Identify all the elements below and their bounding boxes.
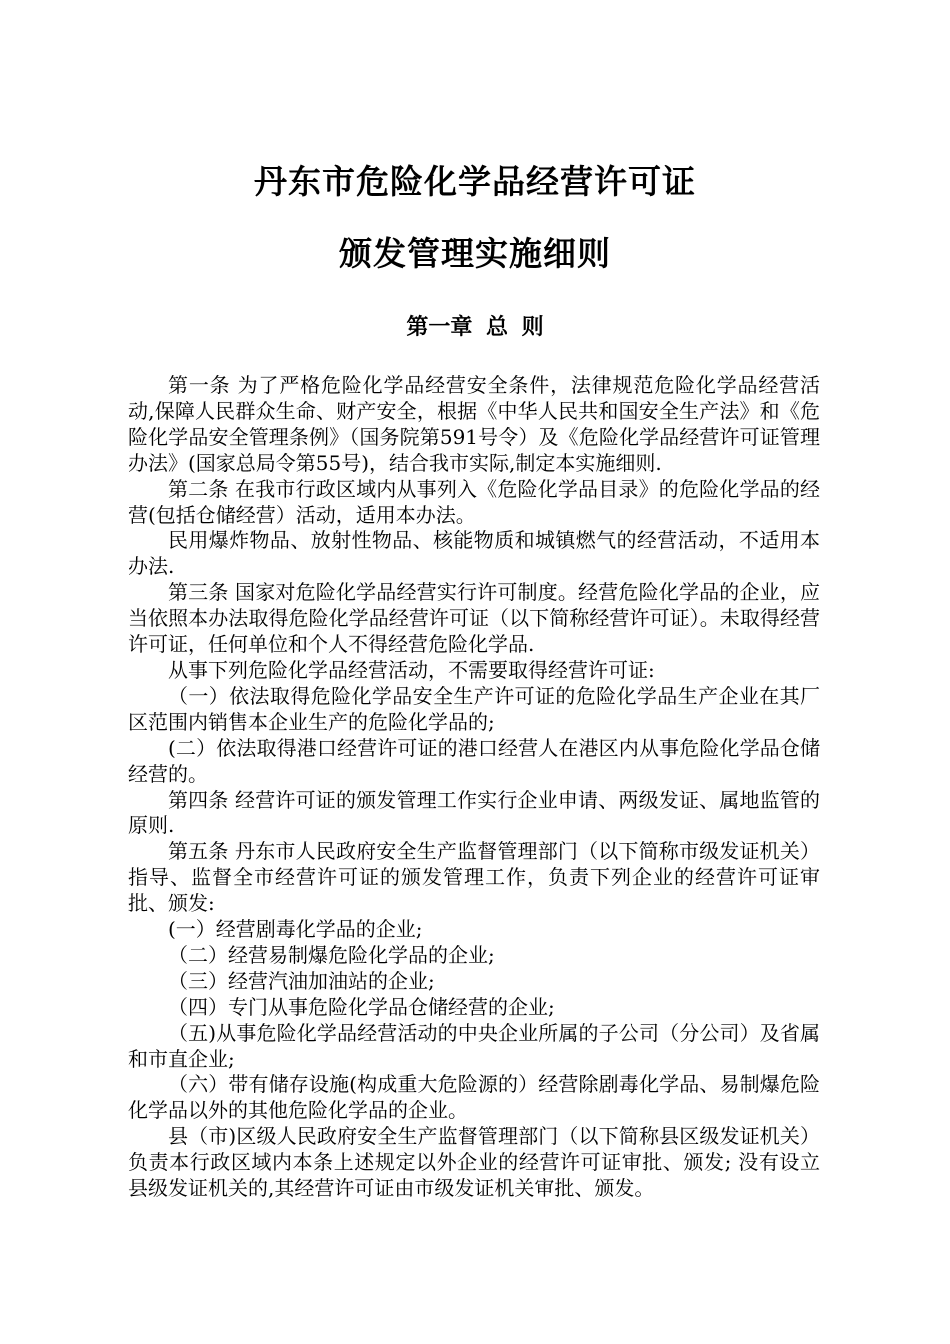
paragraph: 第二条 在我市行政区域内从事列入《危险化学品目录》的危险化学品的经营(包括仓储经营）活动，适用本办法。 [128, 476, 820, 527]
paragraph: （一）依法取得危险化学品安全生产许可证的危险化学品生产企业在其厂区范围内销售本企业生产的危险化学品的; [128, 683, 820, 734]
paragraph: （四）专门从事危险化学品仓储经营的企业; [168, 994, 555, 1019]
paragraph: 从事下列危险化学品经营活动，不需要取得经营许可证: [168, 657, 655, 682]
chapter-heading: 第一章 总 则 [406, 315, 544, 340]
paragraph: (二）依法取得港口经营许可证的港口经营人在港区内从事危险化学品仓储经营的。 [128, 735, 820, 786]
paragraph: 第三条 国家对危险化学品经营实行许可制度。经营危险化学品的企业，应当依照本办法取得危险化学品经营许可证（以下简称经营许可证）。未取得经营许可证，任何单位和个人不得经营危险化学品. [128, 580, 820, 657]
paragraph: 民用爆炸物品、放射性物品、核能物质和城镇燃气的经营活动，不适用本办法. [128, 528, 820, 579]
paragraph: （六）带有储存设施(构成重大危险源的）经营除剧毒化学品、易制爆危险化学品以外的其他危险化学品的企业。 [128, 1072, 820, 1123]
document-body [128, 373, 820, 1202]
paragraph: 第四条 经营许可证的颁发管理工作实行企业申请、两级发证、属地监管的原则. [128, 787, 820, 838]
paragraph: 第一条 为了严格危险化学品经营安全条件，法律规范危险化学品经营活动,保障人民群众生命、财产安全，根据《中华人民共和国安全生产法》和《危险化学品安全管理条例》（国务院第591号令）及《危险化学品经营许可证管理办法》(国家总局令第55号)，结合我市实际,制定本实施细则. [128, 373, 820, 475]
paragraph: （三）经营汽油加油站的企业; [168, 968, 435, 993]
paragraph: 第五条 丹东市人民政府安全生产监督管理部门（以下简称市级发证机关）指导、监督全市经营许可证的颁发管理工作，负责下列企业的经营许可证审批、颁发: [128, 839, 820, 916]
paragraph: (一）经营剧毒化学品的企业; [168, 917, 423, 942]
paragraph: 县（市)区级人民政府安全生产监督管理部门（以下简称县区级发证机关）负责本行政区域内本条上述规定以外企业的经营许可证审批、颁发; 没有设立县级发证机关的,其经营许可证由市级发证机关审批、颁发。 [128, 1124, 820, 1201]
paragraph: （二）经营易制爆危险化学品的企业; [168, 942, 495, 967]
document-title-line-2: 颁发管理实施细则 [339, 234, 611, 273]
document-title-line-1: 丹东市危险化学品经营许可证 [254, 162, 696, 201]
paragraph: （五)从事危险化学品经营活动的中央企业所属的子公司（分公司）及省属和市直企业; [128, 1020, 820, 1071]
